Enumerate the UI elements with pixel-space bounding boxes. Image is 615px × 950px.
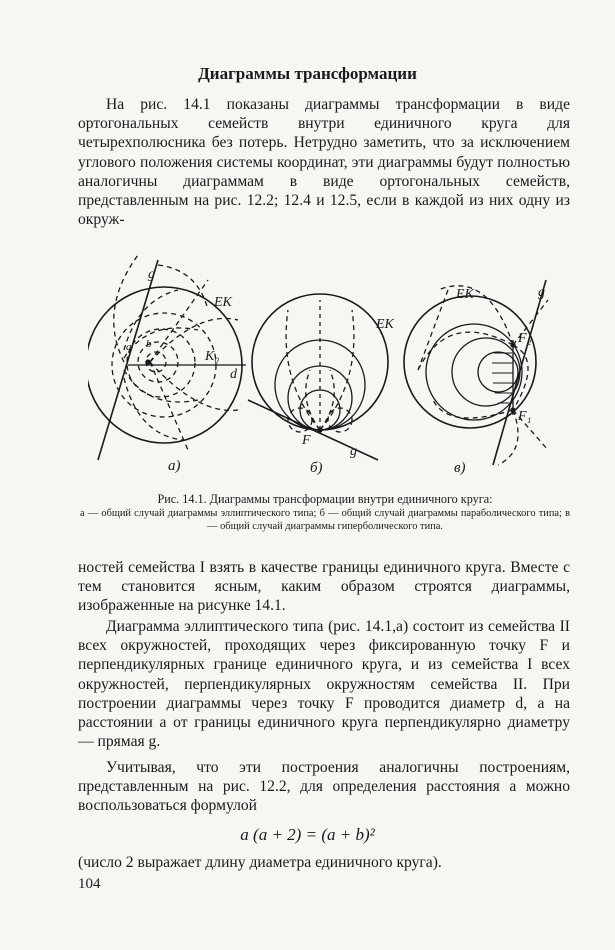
formula: a (a + 2) = (a + b)²	[240, 825, 375, 844]
label-f1: F₁	[518, 409, 532, 424]
paragraph-3: Диаграмма эллиптического типа (рис. 14.1,а) состоит из семейства II всех окружностей, проходящих через фиксированную точку F и перпендикулярных границе единичного круга, и из семейства I всех окружностей, перпендикулярных окружностям семейства II. При построении диаграммы через точку F проводится диаметр d, а на расстоянии а от границы единичного круга перпендикулярно диаметру — прямая g.	[78, 618, 570, 751]
page-title: Диаграммы трансформации	[198, 64, 417, 83]
figure-label-b: б)	[310, 460, 323, 476]
diagram-b	[248, 294, 388, 460]
page-number: 104	[78, 876, 101, 892]
label-f2: F₂	[518, 331, 532, 346]
diagram-c	[404, 280, 548, 465]
label-ek-b: EK	[376, 317, 394, 332]
label-g-c: g	[538, 285, 545, 300]
figure-label-a: а)	[168, 458, 181, 474]
diagram-a	[88, 255, 246, 460]
paragraph-1: На рис. 14.1 показаны диаграммы трансформации в виде ортогональных семейств внутри единичного круга для четырехполюсника без потерь. Нетрудно заметить, что за исключением углового положения системы координат, эти диаграммы будут полностью аналогичны диаграммам в виде ортогональных семейств, представленным на рис. 12.2; 12.4 и 12.5, если в каждой из них одну из окруж-	[78, 96, 570, 229]
figure-14-1	[88, 250, 568, 490]
figure-label-c: в)	[454, 460, 466, 476]
label-a-small: a	[126, 341, 132, 353]
paragraph-4: Учитывая, что эти построения аналогичны построениям, представленным на рис. 12.2, для определения расстояния а можно воспользоваться формулой	[78, 759, 570, 815]
label-ek-a: EK	[214, 295, 232, 310]
caption-sub: а — общий случай диаграммы эллиптического типа; б — общий случай диаграммы параболического типа; в — общий случай диаграммы гиперболического типа.	[80, 508, 570, 532]
label-g-b: g	[350, 444, 357, 459]
label-k0: K₀	[205, 349, 220, 364]
label-d: d	[230, 367, 237, 382]
label-f-b: F	[302, 433, 311, 448]
caption-main: Рис. 14.1. Диаграммы трансформации внутри единичного круга:	[157, 492, 493, 506]
paragraph-2: ностей семейства I взять в качестве границы единичного круга. Вместе с тем становится ясным, каким образом строятся диаграммы, изображенные на рисунке 14.1.	[78, 559, 570, 615]
paragraph-5: (число 2 выражает длину диаметра единичного круга).	[78, 854, 442, 871]
figure-caption	[80, 492, 570, 533]
label-ek-c: EK	[456, 287, 474, 302]
label-g-a: g	[148, 267, 155, 282]
label-b-small: b	[146, 338, 152, 350]
